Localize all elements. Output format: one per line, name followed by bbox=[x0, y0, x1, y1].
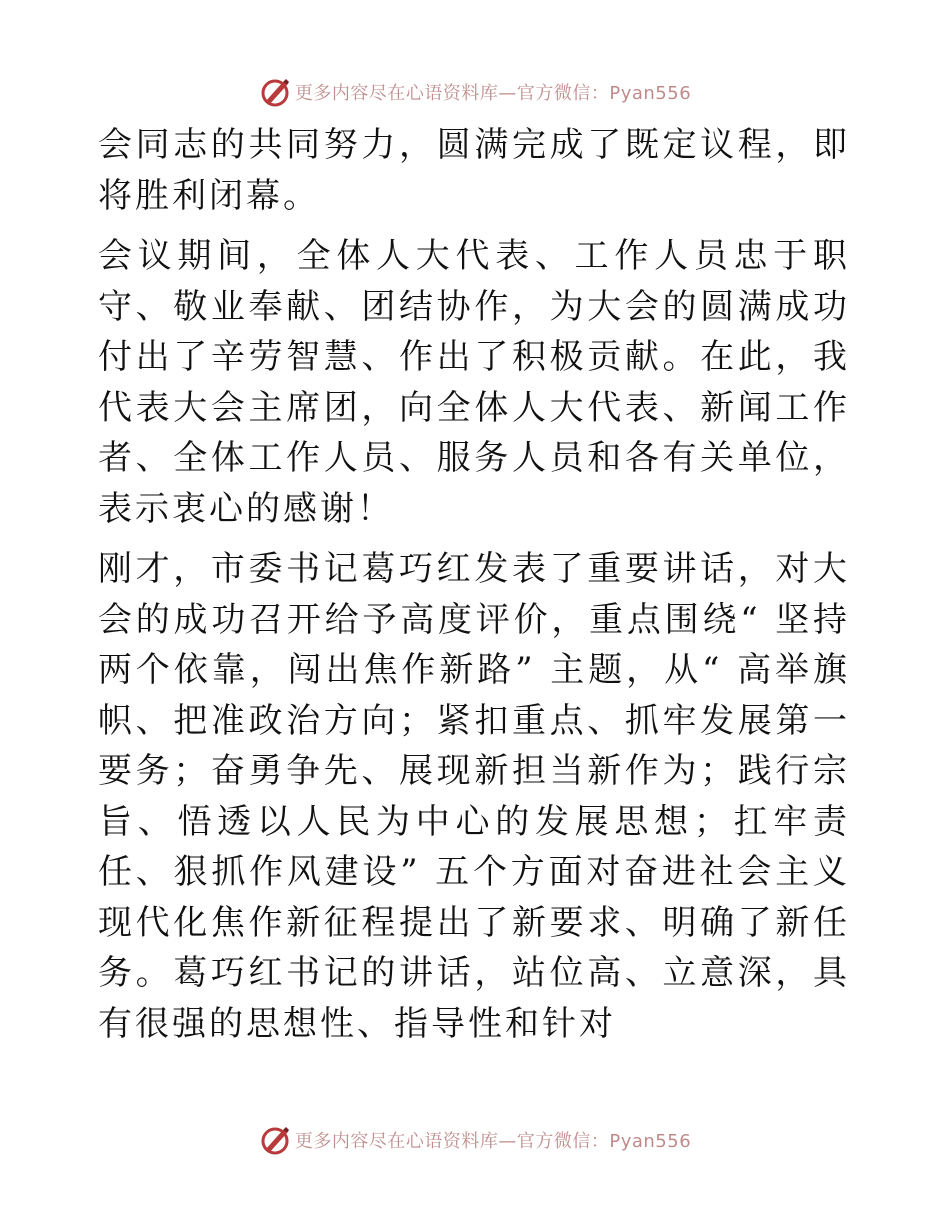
document-body bbox=[98, 120, 850, 1049]
header-banner bbox=[0, 72, 950, 112]
paragraph-3: 刚才，市委书记葛巧红发表了重要讲话，对大会的成功召开给予高度评价，重点围绕“ 坚持两个依靠，闯出焦作新路” 主题，从“ 高举旗帜、把准政治方向；紧扣重点、抓牢发展第一要务；奋勇争先、展现新担当新作为；践行宗旨、悟透以人民为中心的发展思想；扛牢责任、狠抓作风建设” 五个方面对奋进社会主义现代化焦作新征程提出了新要求、明确了新任务。葛巧红书记的讲话，站位高、立意深，具有很强的思想性、指导性和针对 bbox=[98, 549, 850, 1044]
paragraph-2: 会议期间，全体人大代表、工作人员忠于职守、敬业奉献、团结协作，为大会的圆满成功付出了辛劳智慧、作出了积极贡献。在此，我代表大会主席团，向全体人大代表、新闻工作者、全体工作人员、服务人员和各有关单位，表示衷心的感谢！ bbox=[98, 236, 850, 529]
header-banner-text: 更多内容尽在心语资料库—官方微信：Pyan556 bbox=[294, 83, 692, 104]
footer-banner-text: 更多内容尽在心语资料库—官方微信：Pyan556 bbox=[294, 1131, 692, 1152]
pen-logo-icon bbox=[259, 1124, 291, 1156]
paragraph-1: 会同志的共同努力，圆满完成了既定议程，即将胜利闭幕。 bbox=[98, 125, 850, 216]
footer-banner bbox=[0, 1120, 950, 1160]
pen-logo-icon bbox=[259, 76, 291, 108]
